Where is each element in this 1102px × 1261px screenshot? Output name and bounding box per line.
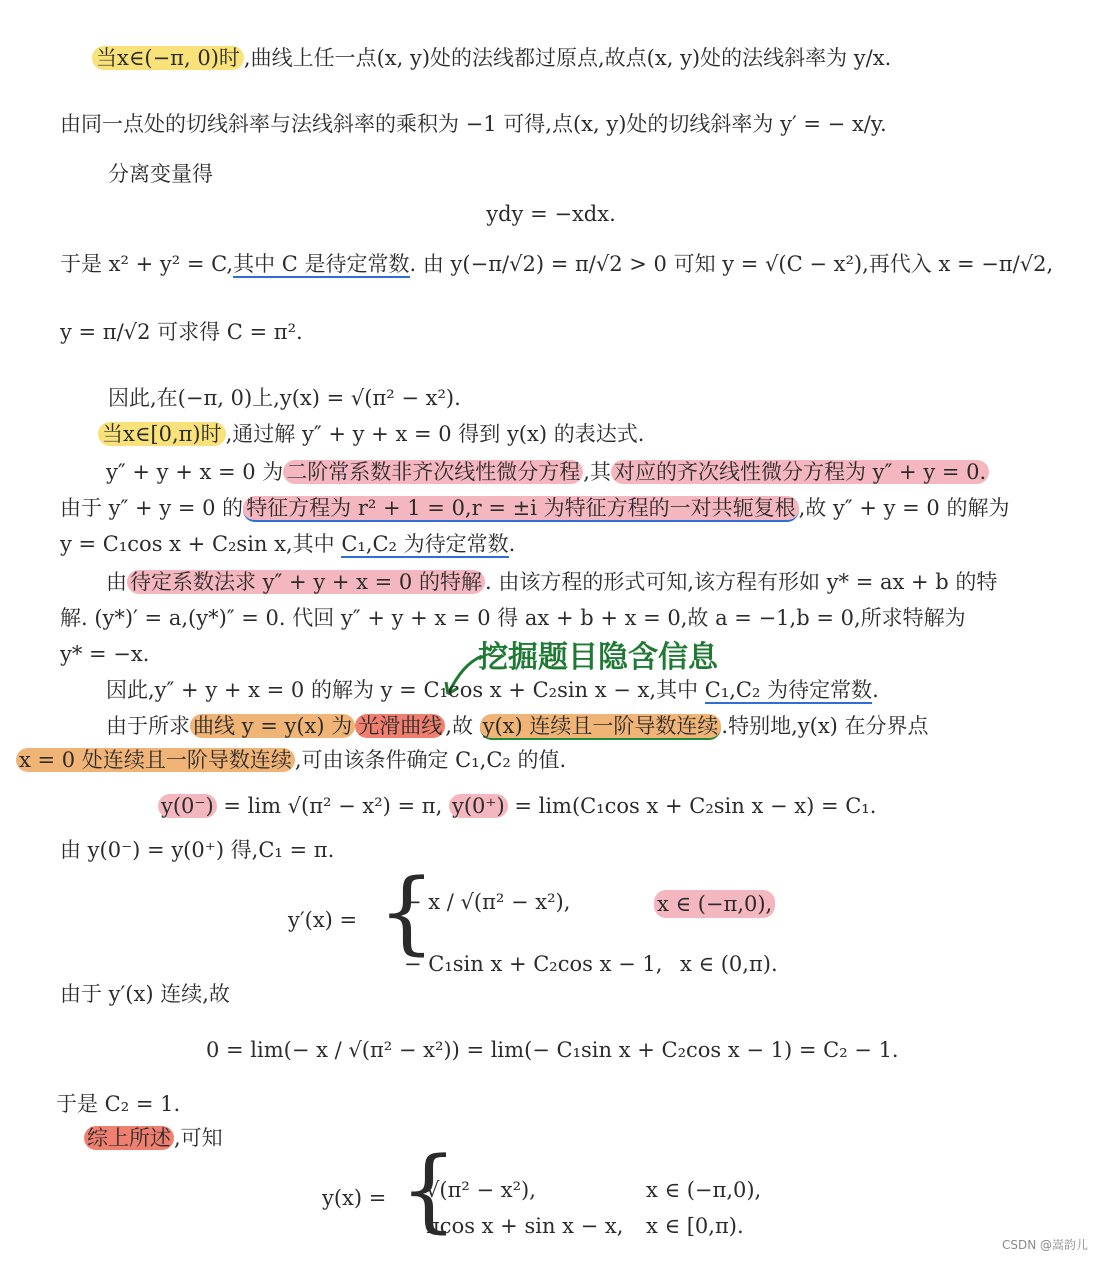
handwritten-note: 挖掘题目隐含信息 <box>478 640 718 675</box>
line-23: 于是 C₂ = 1. <box>56 1092 181 1116</box>
line-3: 分离变量得 <box>108 162 213 186</box>
line-22: 0 = lim(− x / √(π² − x²)) = lim(− C₁sin x + C₂cos x − 1) = C₂ − 1. <box>206 1038 899 1062</box>
deriv-domain1: x ∈ (−π,0), <box>654 890 775 918</box>
underline-constants-1: C₁,C₂ 为待定常数 <box>341 532 509 556</box>
deriv-lhs: y′(x) = <box>288 908 358 932</box>
highlight-right-limit: y(0⁺) <box>449 794 508 818</box>
highlight-particular: 待定系数法求 y″ + y + x = 0 的特解 <box>127 570 485 594</box>
line-24: 综上所述 ,可知 <box>84 1124 223 1152</box>
line-13: 解. (y*)′ = a,(y*)″ = 0. 代回 y″ + y + x = 0 得 ax + b + x = 0,故 a = −1,b = 0,所求特解为 <box>60 606 966 630</box>
brace-icon: { <box>378 860 436 965</box>
brace-icon: { <box>400 1138 458 1243</box>
line-16: 由于所求 曲线 y = y(x) 为 光滑曲线 ,故 y(x) 连续且一阶导数连续 .特别地,y(x) 在分界点 <box>106 714 929 738</box>
underline-constants-2: C₁,C₂ 为待定常数 <box>704 678 873 702</box>
line-14: y* = −x. <box>60 642 150 666</box>
line-6: y = π/√2 可求得 C = π². <box>60 320 303 344</box>
line-19: 由 y(0⁻) = y(0⁺) 得,C₁ = π. <box>60 838 335 862</box>
solution-lhs: y(x) = <box>322 1186 387 1210</box>
underline-const-c: 其中 C 是待定常数 <box>233 252 410 276</box>
line-9: y″ + y + x = 0 为 二阶常系数非齐次线性微分方程 ,其 对应的齐次线性微分方程为 y″ + y = 0. <box>106 458 989 486</box>
solution-domain2: x ∈ [0,π). <box>646 1214 744 1238</box>
line-15: 因此,y″ + y + x = 0 的解为 y = C₁cos x + C₂sin x − x,其中 C₁,C₂ 为待定常数. <box>106 678 879 702</box>
line-7: 因此,在(−π, 0)上,y(x) = √(π² − x²). <box>108 386 461 410</box>
line-12: 由 待定系数法求 y″ + y + x = 0 的特解 . 由该方程的形式可知,该方程有形如 y* = ax + b 的特 <box>106 570 998 594</box>
highlight-conclusion: 综上所述 <box>84 1126 174 1150</box>
line-5: 于是 x² + y² = C,其中 C 是待定常数. 由 y(−π/√2) = π/√2 > 0 可知 y = √(C − x²),再代入 x = −π/√2, <box>60 252 1054 276</box>
line-2: 由同一点处的切线斜率与法线斜率的乘积为 −1 可得,点(x, y)处的切线斜率为 y′ = − x/y. <box>60 112 887 136</box>
line-1: 当x∈(−π, 0)时 ,曲线上任一点(x, y)处的法线都过原点,故点(x, y)处的法线斜率为 y/x. <box>92 44 891 72</box>
line-21: 由于 y′(x) 连续,故 <box>60 982 230 1006</box>
highlight-characteristic: 特征方程为 r² + 1 = 0,r = ±i 为特征方程的一对共轭复根 <box>243 496 798 522</box>
deriv-domain2: x ∈ (0,π). <box>680 952 778 976</box>
solution-domain1: x ∈ (−π,0), <box>646 1178 762 1202</box>
highlight-nonhomogeneous: 二阶常系数非齐次线性微分方程 <box>283 460 583 484</box>
equation-separated: ydy = −xdx. <box>486 202 616 226</box>
line-11: y = C₁cos x + C₂sin x,其中 C₁,C₂ 为待定常数. <box>60 532 516 556</box>
footer-watermark: CSDN @嵩韵儿 <box>1001 1238 1088 1252</box>
line-10: 由于 y″ + y = 0 的 特征方程为 r² + 1 = 0,r = ±i 为特征方程的一对共轭复根 ,故 y″ + y = 0 的解为 <box>60 496 1010 520</box>
line-18: y(0⁻) = lim √(π² − x²) = π, y(0⁺) = lim(C₁cos x + C₂sin x − x) = C₁. <box>158 792 876 820</box>
deriv-row2: − C₁sin x + C₂cos x − 1, <box>404 952 663 976</box>
highlight-boundary: x = 0 处连续且一阶导数连续 <box>16 748 295 772</box>
highlight-homogeneous: 对应的齐次线性微分方程为 y″ + y = 0. <box>611 460 989 484</box>
solution-row1: √(π² − x²), <box>426 1178 536 1202</box>
line-17: x = 0 处连续且一阶导数连续 ,可由该条件确定 C₁,C₂ 的值. <box>16 746 566 774</box>
highlight-interval-pos: 当x∈[0,π)时 <box>98 422 226 446</box>
line-8: 当x∈[0,π)时 ,通过解 y″ + y + x = 0 得到 y(x) 的表达式. <box>98 420 644 448</box>
highlight-continuity: y(x) 连续且一阶导数连续 <box>480 714 722 740</box>
highlight-left-limit: y(0⁻) <box>158 794 217 818</box>
highlight-curve: 曲线 y = y(x) 为 <box>190 714 355 738</box>
solution-row2: πcos x + sin x − x, <box>426 1214 624 1238</box>
highlight-smooth: 光滑曲线 <box>355 714 445 738</box>
deriv-row1: − x / √(π² − x²), <box>404 890 571 914</box>
highlight-interval-neg: 当x∈(−π, 0)时 <box>92 46 244 70</box>
